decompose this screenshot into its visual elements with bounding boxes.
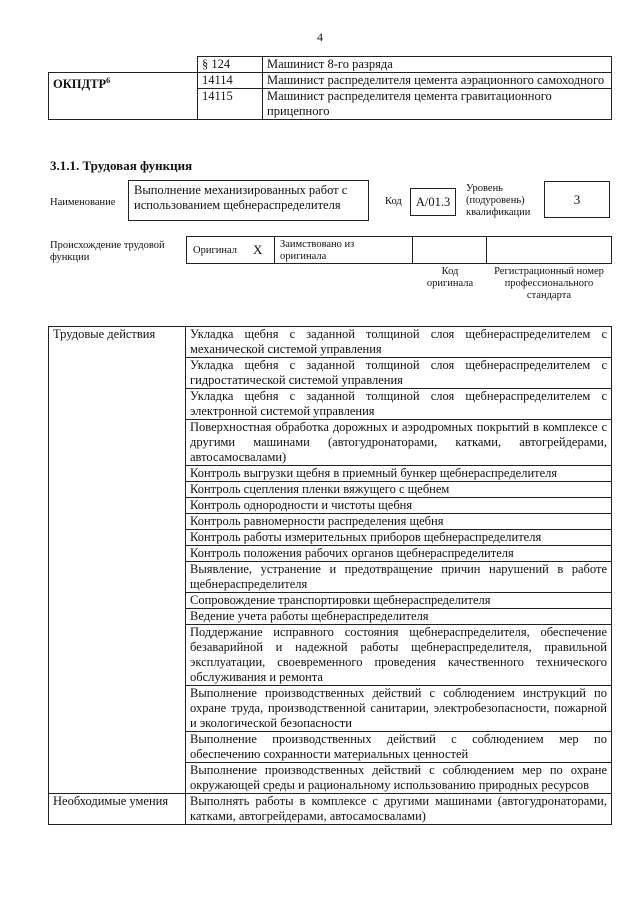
section-title: 3.1.1. Трудовая функция (50, 158, 193, 173)
labor-action: Контроль равномерности распределения щебня (186, 514, 612, 530)
labor-action: Выполнение производственных действий с соблюдением инструкций по охране труда, производственной санитарии, электробезопасности, пожарной и экологической безопасности (186, 686, 612, 732)
original-label: Оригинал (193, 245, 237, 256)
original-mark: X (253, 242, 263, 257)
labor-action: Поверхностная обработка дорожных и аэродромных покрытий в комплексе с другими машинами (автогудронаторами, катками, автогрейдерами, автосамосвалами) (186, 420, 612, 466)
okpdtr-code: § 124 (198, 57, 263, 73)
level-label: Уровень (подуровень) квалификации (466, 183, 531, 218)
okpdtr-name: Машинист распределителя цемента аэрационного самоходного (263, 73, 612, 89)
footnote-mark: 6 (106, 76, 111, 85)
table-row (49, 327, 612, 358)
labor-action: Выполнение производственных действий с соблюдением мер по обеспечению сохранности материальных ценностей (186, 732, 612, 763)
labor-action: Ведение учета работы щебнераспределителя (186, 609, 612, 625)
labor-action: Выявление, устранение и предотвращение причин нарушений в работе щебнераспределителя (186, 562, 612, 593)
level-value: 3 (573, 192, 581, 207)
okpdtr-label: ОКПДТР$^6$ (49, 73, 198, 120)
origin-code-cell (412, 236, 487, 264)
labor-action: Укладка щебня с заданной толщиной слоя щебнераспределителем с гидростатической системой управления (186, 358, 612, 389)
labor-action: Контроль однородности и чистоты щебня (186, 498, 612, 514)
okpdtr-row (49, 73, 612, 89)
labor-action: Контроль положения рабочих органов щебнераспределителя (186, 546, 612, 562)
code-label: Код (385, 196, 402, 207)
labor-action: Выполнение производственных действий с соблюдением мер по охране окружающей среды и рациональному использованию природных ресурсов (186, 763, 612, 794)
table-row (49, 794, 612, 825)
okpdtr-code: 14115 (198, 89, 263, 120)
labor-action: Укладка щебня с заданной толщиной слоя щебнераспределителем с механической системой управления (186, 327, 612, 358)
skill-item: Выполнять работы в комплексе с другими машинами (автогудронаторами, катками, автогрейдерами, автосамосвалами) (186, 794, 612, 825)
okpdtr-name: Машинист 8-го разряда (263, 57, 612, 73)
labor-action: Контроль работы измерительных приборов щебнераспределителя (186, 530, 612, 546)
skills-label: Необходимые умения (49, 794, 186, 825)
labor-table (48, 326, 612, 825)
labor-action: Контроль сцепления пленки вяжущего с щебнем (186, 482, 612, 498)
labor-action: Поддержание исправного состояния щебнераспределителя, обеспечение безаварийной и надежной работы щебнераспределителя, правильной эксплуатации, своевременного проведения качественного технического обслуживания и ремонта (186, 625, 612, 686)
name-label: Наименование (50, 197, 116, 208)
okpdtr-name: Машинист распределителя цемента гравитационного прицепного (263, 89, 612, 120)
labor-actions-label: Трудовые действия (49, 327, 186, 794)
labor-action: Контроль выгрузки щебня в приемный бункер щебнераспределителя (186, 466, 612, 482)
okpdtr-row (49, 57, 612, 73)
okpdtr-table (48, 56, 612, 120)
function-code-box (410, 188, 456, 216)
code-caption: Код оригинала (426, 266, 474, 289)
reg-caption: Регистрационный номер профессионального стандарта (494, 266, 604, 301)
level-box (544, 181, 610, 218)
function-code: А/01.3 (415, 195, 451, 209)
origin-original-cell (186, 236, 275, 264)
function-name-box (128, 180, 369, 221)
borrowed-label: Заимствовано из оригинала (280, 239, 355, 262)
origin-borrowed-cell (274, 236, 413, 264)
page-number: 4 (317, 30, 323, 44)
origin-reg-cell (486, 236, 612, 264)
function-name: Выполнение механизированных работ с использованием щебнераспределителя (134, 183, 348, 212)
okpdtr-code: 14114 (198, 73, 263, 89)
origin-label: Происхождение трудовой функции (50, 240, 165, 263)
labor-action: Укладка щебня с заданной толщиной слоя щебнераспределителем с электронной системой управления (186, 389, 612, 420)
labor-action: Сопровождение транспортировки щебнераспределителя (186, 593, 612, 609)
